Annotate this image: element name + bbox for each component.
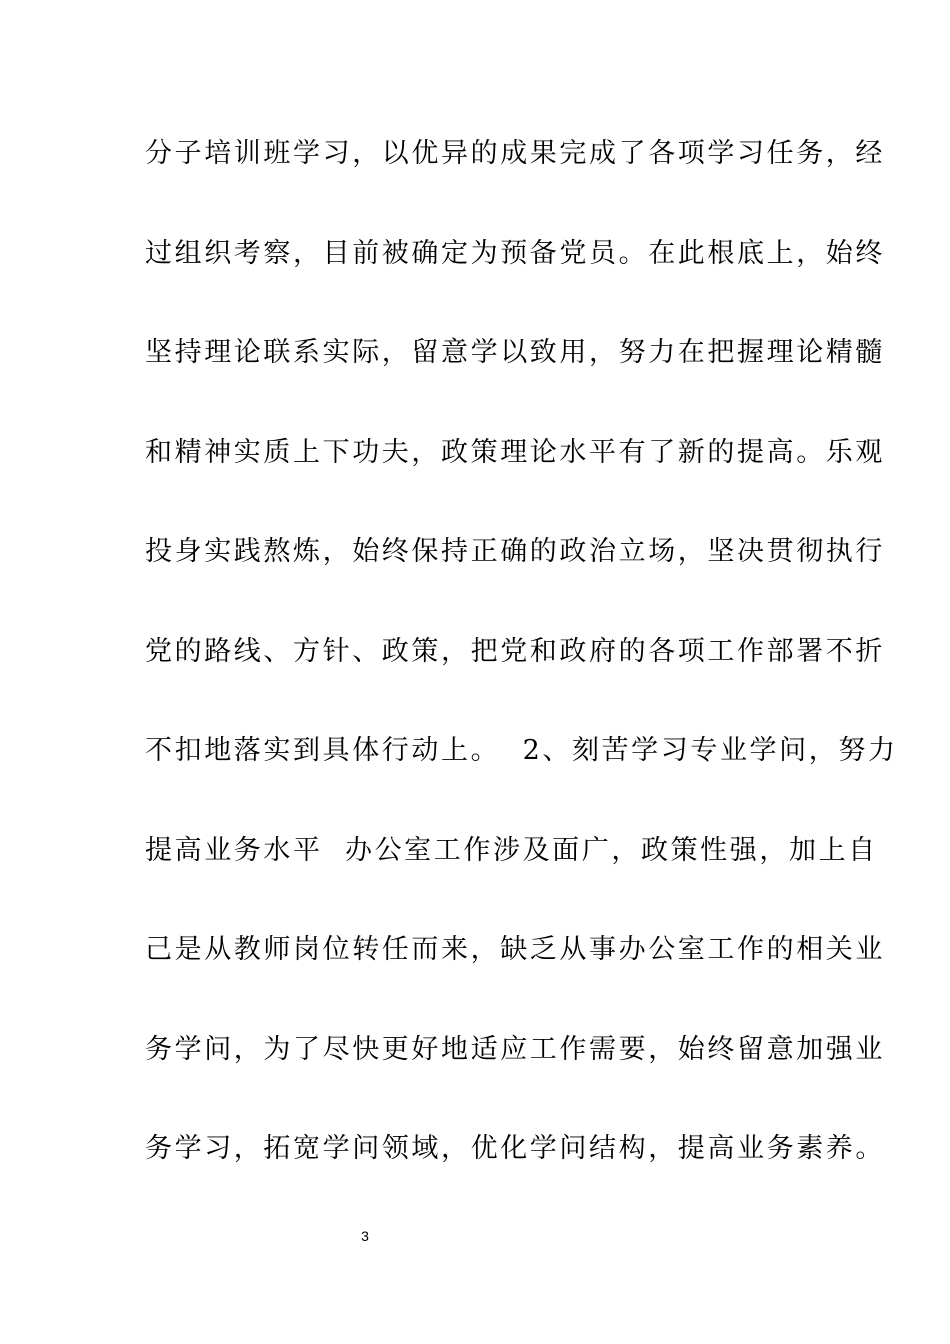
- text-line: 和精神实质上下功夫，政策理论水平有了新的提高。乐观: [145, 436, 885, 468]
- page-number: 3: [361, 1228, 369, 1244]
- text-line: 务学习，拓宽学问领域，优化学问结构，提高业务素养。: [145, 1133, 885, 1164]
- text-line: 提高业务水平 办公室工作涉及面广，政策性强，加上自: [145, 834, 878, 866]
- text-line: 过组织考察，目前被确定为预备党员。在此根底上，始终: [145, 237, 885, 269]
- text-line: 坚持理论联系实际，留意学以致用，努力在把握理论精髓: [145, 337, 885, 368]
- text-line: 分子培训班学习，以优异的成果完成了各项学习任务，经: [145, 138, 885, 169]
- text-line: 己是从教师岗位转任而来，缺乏从事办公室工作的相关业: [145, 934, 885, 965]
- body-text: [145, 128, 898, 1223]
- text-line: 投身实践熬炼，始终保持正确的政治立场，坚决贯彻执行: [145, 536, 885, 567]
- text-line: 党的路线、方针、政策，把党和政府的各项工作部署不折: [145, 635, 885, 667]
- text-line: 务学问，为了尽快更好地适应工作需要，始终留意加强业: [145, 1033, 885, 1065]
- text-line: 不扣地落实到具体行动上。 2、刻苦学习专业学问，努力: [145, 735, 898, 766]
